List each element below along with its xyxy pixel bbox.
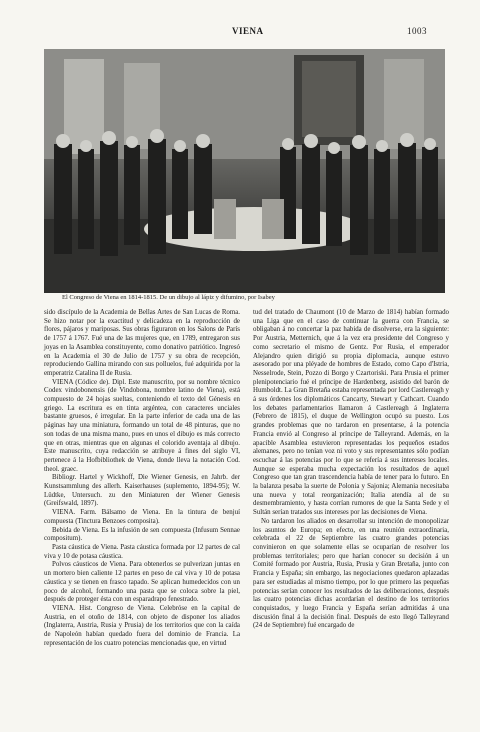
illustration-drawing (44, 49, 445, 293)
running-head-title: VIENA (232, 26, 264, 36)
paragraph: VIENA (Códice de). Dipl. Este manuscrito, por su nombre técnico Codex vindobonensis (de Vindobona, nombre latino de Viena), está compuesto de 24 hojas sueltas, conteniendo el texto del Génesis en griego. La escritura es en tinta argéntea, con caracteres unciales bastante gruesos, é irregular. En la parte inferior de cada una de las páginas hay una miniatura, formando un total de 48 pinturas, que no son todas de una misma mano, pues en unos el dibujo es más correcto que en otras, mientras que en algunas el colorido aventaja al dibujo. Este manuscrito, cuya redacción se atribuye á fines del siglo VI, pertenece á la Hofbibliothek de Viena, donde lleva la notación Cod. theol. graec. (44, 378, 240, 473)
page-number: 1003 (407, 26, 427, 36)
congress-illustration (44, 49, 445, 293)
paragraph: VIENA. Hist. Congreso de Viena. Celebróse en la capital de Austria, en el otoño de 1814, con objeto de disponer los aliados (Inglaterra, Austria, Rusia y Prusia) de los territorios que con la caída de Napoleón habían quedado fuera del dominio de Francia. La representación de los cuatro potencias mencionadas que, en virtud (44, 604, 240, 647)
figure-caption: El Congreso de Viena en 1814-1815. De un dibujo al lápiz y difumino, por Isabey (62, 294, 275, 301)
paragraph: No tardaron los aliados en desarrollar su intención de monopolizar los asuntos de Europa; en efecto, en una reunión extraordinaria, celebrada el 22 de Septiembre las cuatro grandes potencias convinieron en que solamente ellas se ocuparían de resolver los problemas territoriales; pero que harían conocer su decisión á un Comité formado por Austria, Rusia, Prusia y Gran Bretaña, junto con Francia y España; sin embargo, las negociaciones quedaron aplazadas para ser estudiadas al mismo tiempo, por lo que primero las pequeñas potencias serían conocer los resultados de las deliberaciones, después las cuatro potencias dichas acordarían el destino de los territorios conquistados, y luego Francia y España serían admitidas á una discusión final á la decisión final. Después de esto llegó Talleyrand (24 de Septiembre) fué encargado de (253, 517, 449, 630)
right-column (253, 309, 449, 631)
paragraph: Pasta cáustica de Viena. Pasta cáustica formada por 12 partes de cal viva y 10 de potasa cáustica. (44, 543, 240, 560)
running-head (0, 26, 480, 38)
paragraph: sido discípulo de la Academia de Bellas Artes de San Lucas de Roma. Se hizo notar por la exactitud y delicadeza en la reproducción de flores, pájaros y mariposas. Sus obras figuraron en los Salons de París de 1757 á 1767. Fué una de las mujeres que, en 1789, entregaron sus joyas en la Asamblea constituyente, como donativo patriótico. Ingresó en la Academia el 30 de Julio de 1757 y su obra de recepción, reproduciendo Gallina mirando con sus polluelos, fué adquirida por la emperatriz Catalina II de Rusia. (44, 309, 240, 377)
paragraph: VIENA. Farm. Bálsamo de Viena. En la tintura de benjuí compuesta (Tinctura Benzoes composita). (44, 509, 240, 525)
paragraph: Polvos cáusticos de Viena. Para obtenerlos se pulverizan juntas en un mortero bien caliente 12 partes en peso de cal viva y 10 de potasa cáustica y se tienen en frasco tapado. Se aplican humedecidos con un poco de alcohol, formando una pasta que se coloca sobre la piel, después de proteger ésta con un esparadrapo fenestrado. (44, 561, 240, 604)
paragraph: Bebida de Viena. Es la infusión de sen compuesta (Infusum Sennae compositum). (44, 526, 240, 543)
paragraph: Bibliogr. Hartel y Wickhoff, Die Wiener Genesis, en Jahrb. der Kunstsammlung des allerh. Kaiserhauses (suplemento, 1894-95); W. Lüdtke, Untersuch. zu den Miniaturen der Wiener Genesis (Greifswald, 1897). (44, 474, 240, 508)
paragraph: tud del tratado de Chaumont (10 de Marzo de 1814) habían formado una Liga que en el caso de continuar la guerra con Francia, se obligaban á no concertar la paz habida de disolverse, era la siguiente: Por Austria, Metternich, que á la vez era presidente del Congreso y como secretario el mismo de Gentz. Por Rusia, el emperador Alejandro quien dirigió su propia diplomacia, aunque estuvo asesorado por una pléyade de hombres de Estado, como Capo d'Istria, Nesselrode, Stein, Pozzo di Borgo y Czartoriski. Para Prusia el primer plenipotenciario fué el príncipe de Hardenberg, asistido del barón de Humboldt. La Gran Bretaña estaba representada por lord Castlereagh y á sus órdenes los diplomáticos Cancarty, Stewart y Cathcart. Cuando los debates parlamentarios llamaron á Castlereagh á Inglaterra (Febrero de 1815), el duque de Wellington ocupó su puesto. Los grandes problemas que no tardaron en presentarse, á la potencia Francia envió al Congreso al príncipe de Talleyrand. Además, en la apacible Asamblea estuvieron representadas los pequeños estados alemanes, pero no tenían voz ni voto y sus representantes sólo podían escuchar á las potencias por lo que se refería á sus intereses locales. Aunque se esperaba mucha expectación los resultados de aquel Congreso que tan gran trascendencia había de tener para lo futuro. En la balanza pesaba la suerte de Polonia y Sajonia; Alemania necesitaba una nueva y total reorganización; Italia atendía al de su desmembramiento, y hasta corrían rumores de que la Santa Sede y el Sultán serían tratados sus intereses por las decisiones de Viena. (253, 309, 449, 517)
left-column (44, 309, 240, 648)
